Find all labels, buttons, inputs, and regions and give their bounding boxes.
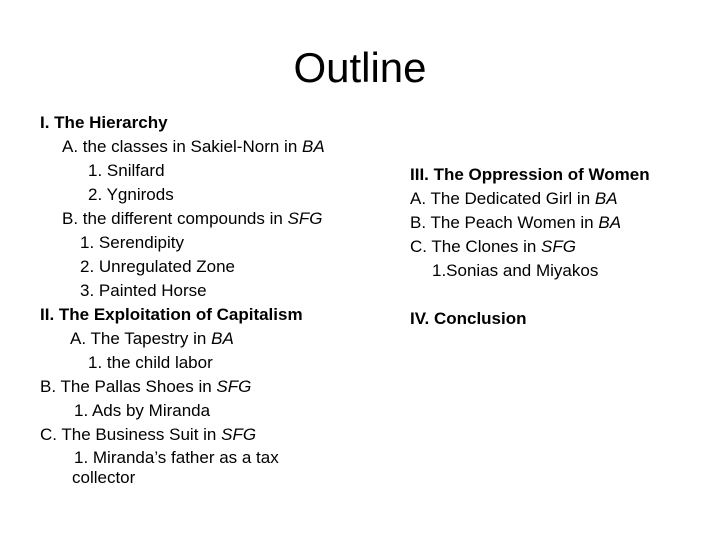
outline-item: 1. Snilfard [88,161,165,180]
outline-item: A. The Dedicated Girl in BA [410,189,618,208]
outline-item: 1. Serendipity [80,233,184,252]
outline-item: A. The Tapestry in BA [70,329,234,348]
outline-item: 3. Painted Horse [80,281,207,300]
outline-item: 1. the child labor [88,353,213,372]
outline-item: A. the classes in Sakiel-Norn in BA [62,137,325,156]
outline-item: 1. Ads by Miranda [74,401,211,420]
spacer [410,283,710,307]
section-heading-2: II. The Exploitation of Capitalism [40,305,303,324]
slide-title: Outline [293,44,427,91]
outline-left-column [40,111,390,488]
outline-item: C. The Business Suit in SFG [40,425,257,444]
outline-item: B. The Peach Women in BA [410,213,622,232]
section-heading-3: III. The Oppression of Women [410,165,650,184]
section-heading-1: I. The Hierarchy [40,113,168,132]
outline-item: B. The Pallas Shoes in SFG [40,377,252,396]
outline-item: 2. Unregulated Zone [80,257,235,276]
outline-right-column [410,163,710,331]
outline-item: C. The Clones in SFG [410,237,576,256]
outline-item: 2. Ygnirods [88,185,174,204]
outline-item: B. the different compounds in SFG [62,209,323,228]
section-heading-4: IV. Conclusion [410,309,527,328]
outline-item: 1. Miranda’s father as a tax [74,448,279,467]
outline-item: collector [72,468,136,487]
outline-item: 1.Sonias and Miyakos [432,261,599,280]
